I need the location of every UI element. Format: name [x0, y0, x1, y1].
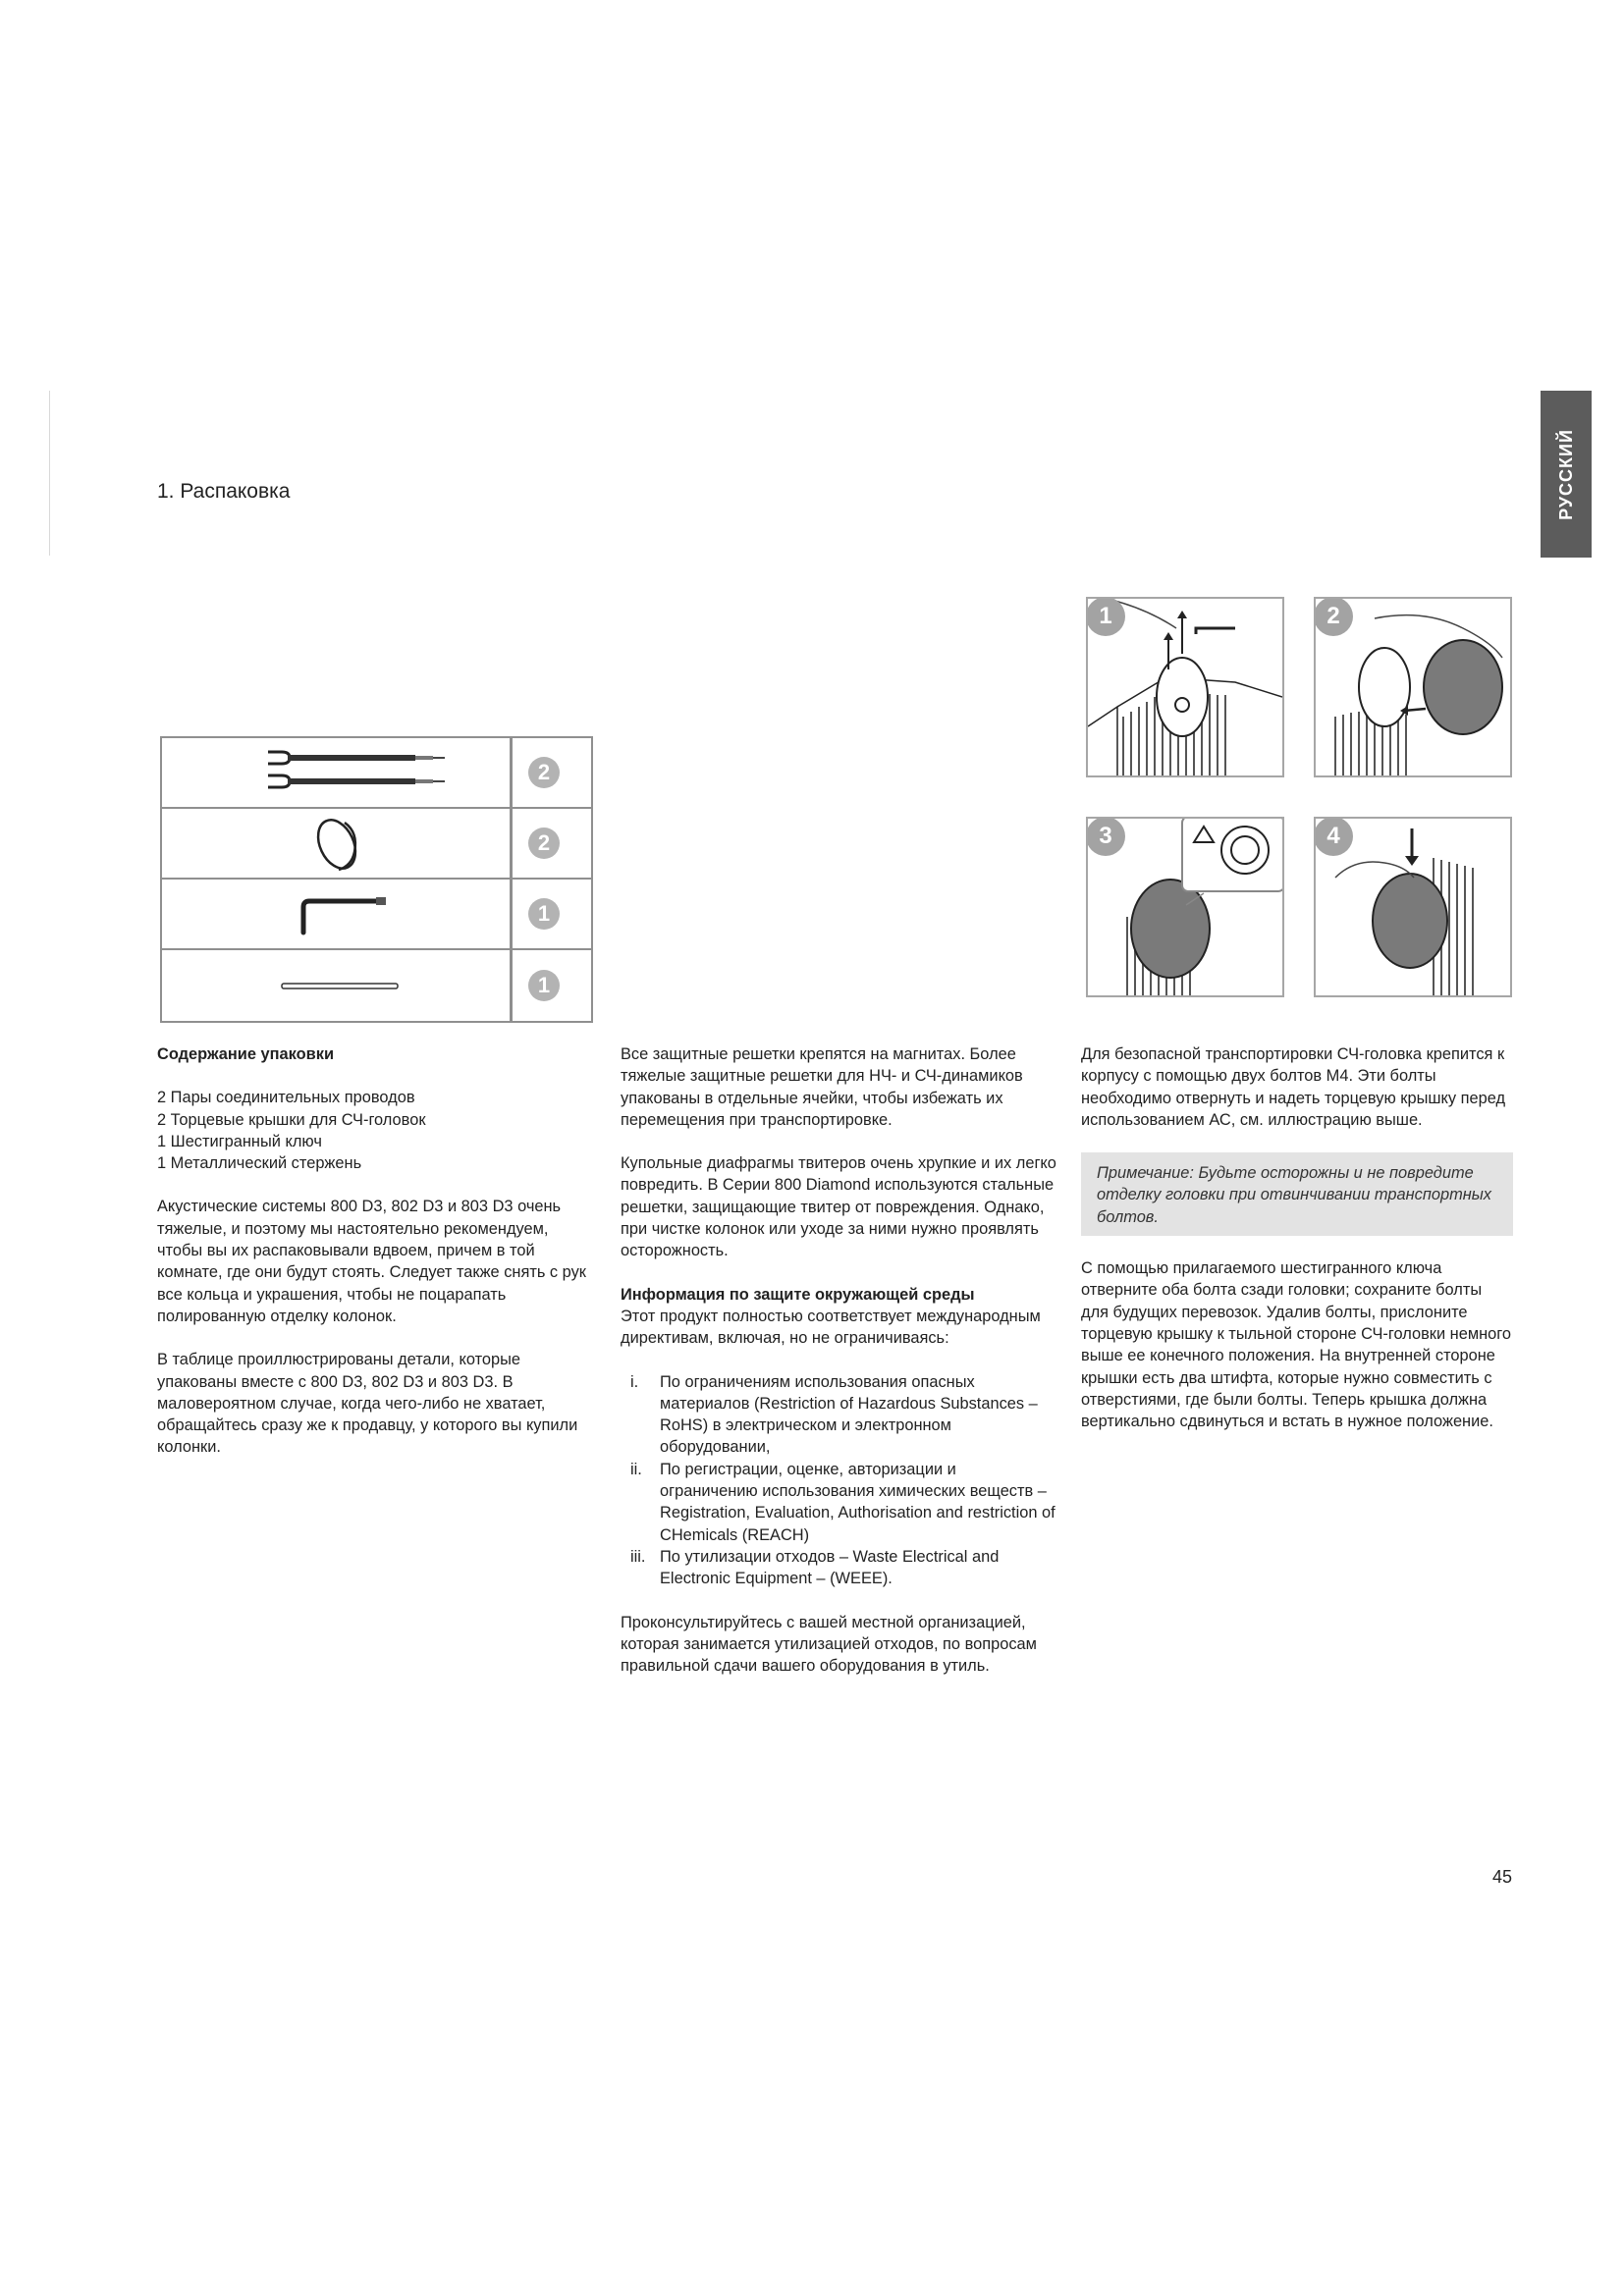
contents-item: 1 Металлический стержень: [157, 1154, 362, 1173]
page-number: 45: [1492, 1867, 1513, 1887]
contents-row-metal-rod: [162, 950, 591, 1021]
directives-list: [621, 1371, 1057, 1590]
step-badge: 3: [1086, 817, 1125, 856]
cables-illustration: [162, 738, 513, 807]
environment-heading: Информация по защите окружающей среды: [621, 1285, 975, 1304]
step-2-illustration: [1314, 597, 1512, 777]
margin-rule: [49, 391, 50, 556]
column-1: [157, 1043, 589, 1480]
contents-heading: Содержание упаковки: [157, 1045, 335, 1063]
grilles-paragraph: Все защитные решетки крепятся на магнитах. Более тяжелые защитные решетки для НЧ- и СЧ-динамиков упакованы в отдельные ячейки, чтобы избежать их перемещения при транспортировке.: [621, 1045, 1023, 1129]
missing-parts-paragraph: В таблице проиллюстрированы детали, которые упакованы вместе с 800 D3, 802 D3 и 803 D3. В маловероятном случае, когда чего-либо не хватает, обращайтесь сразу же к продавцу, у которого вы купили колонки.: [157, 1351, 578, 1457]
column-2: [621, 1043, 1057, 1698]
step-badge: 1: [1086, 597, 1125, 636]
disposal-paragraph: Проконсультируйтесь с вашей местной организацией, которая занимается утилизацией отходов, по вопросам правильной сдачи вашего оборудования в утиль.: [621, 1613, 1037, 1676]
environment-intro: Этот продукт полностью соответствует международным директивам, включая, но не ограничиваясь:: [621, 1307, 1041, 1348]
contents-item: 1 Шестигранный ключ: [157, 1132, 322, 1150]
directive-item: ii. По регистрации, оценке, авторизации и ограничению использования химических веществ – Registration, Evaluation, Authorisation and restriction of CHemicals (REACH): [630, 1460, 1056, 1544]
contents-item: 2 Торцевые крышки для СЧ-головок: [157, 1110, 426, 1129]
end-cap-instructions-paragraph: С помощью прилагаемого шестигранного ключа отверните оба болта сзади головки; сохраните болты для будущих перевозок. Удалив болты, прислоните торцевую крышку к тыльной стороне СЧ-головки немного выше ее конечного положения. На внутренней стороне крышки есть два штифта, которые нужно совместить с отверстиями, где были болты. Теперь крышка должна вертикально сдвинуться и встать в нужное положение.: [1081, 1259, 1512, 1431]
transport-bolts-paragraph: Для безопасной транспортировки СЧ-головка крепится к корпусу с помощью двух болтов М4. Эти болты необходимо отвернуть и надеть торцевую крышку перед использованием АС, см. иллюстрацию выше.: [1081, 1045, 1506, 1129]
contents-row-cables: [162, 738, 591, 809]
step-4-illustration: [1314, 817, 1512, 997]
count-badge: 2: [528, 757, 560, 788]
note-box: Примечание: Будьте осторожны и не повредите отделку головки при отвинчивании транспортных болтов.: [1081, 1152, 1513, 1236]
directive-item: i. По ограничениям использования опасных материалов (Restriction of Hazardous Substances – RoHS) в электрическом и электронном оборудовании,: [630, 1372, 1038, 1457]
contents-row-end-caps: [162, 809, 591, 880]
language-tab: [1541, 391, 1592, 558]
end-cap-illustration: [162, 809, 513, 878]
contents-item: 2 Пары соединительных проводов: [157, 1089, 415, 1107]
step-badge: 4: [1314, 817, 1353, 856]
metal-rod-illustration: [162, 950, 513, 1021]
directive-item: iii. По утилизации отходов – Waste Electrical and Electronic Equipment – (WEEE).: [630, 1547, 1000, 1588]
tweeter-paragraph: Купольные диафрагмы твитеров очень хрупкие и их легко повредить. В Серии 800 Diamond используются стальные решетки, защищающие твитер от повреждения. Однако, при чистке колонок или уходе за ними нужно проявлять осторожность.: [621, 1154, 1056, 1260]
unpacking-warning-paragraph: Акустические системы 800 D3, 802 D3 и 803 D3 очень тяжелые, и поэтому мы настоятельно рекомендуем, чтобы вы их распаковывали вдвоем, причем в той комнате, где они будут стоять. Следует также снять с рук все кольца и украшения, чтобы не поцарапать полированную отделку колонок.: [157, 1198, 586, 1325]
section-title: 1. Распаковка: [157, 480, 291, 503]
language-tab-label: РУССКИЙ: [1555, 428, 1576, 520]
contents-row-hex-key: [162, 880, 591, 950]
step-1-illustration: [1086, 597, 1284, 777]
package-contents-table: [160, 736, 593, 1023]
hex-key-illustration: [162, 880, 513, 948]
count-badge: 1: [528, 898, 560, 930]
step-3-illustration: [1086, 817, 1284, 997]
column-3: [1081, 1043, 1513, 1454]
count-badge: 2: [528, 828, 560, 859]
step-badge: 2: [1314, 597, 1353, 636]
count-badge: 1: [528, 970, 560, 1001]
